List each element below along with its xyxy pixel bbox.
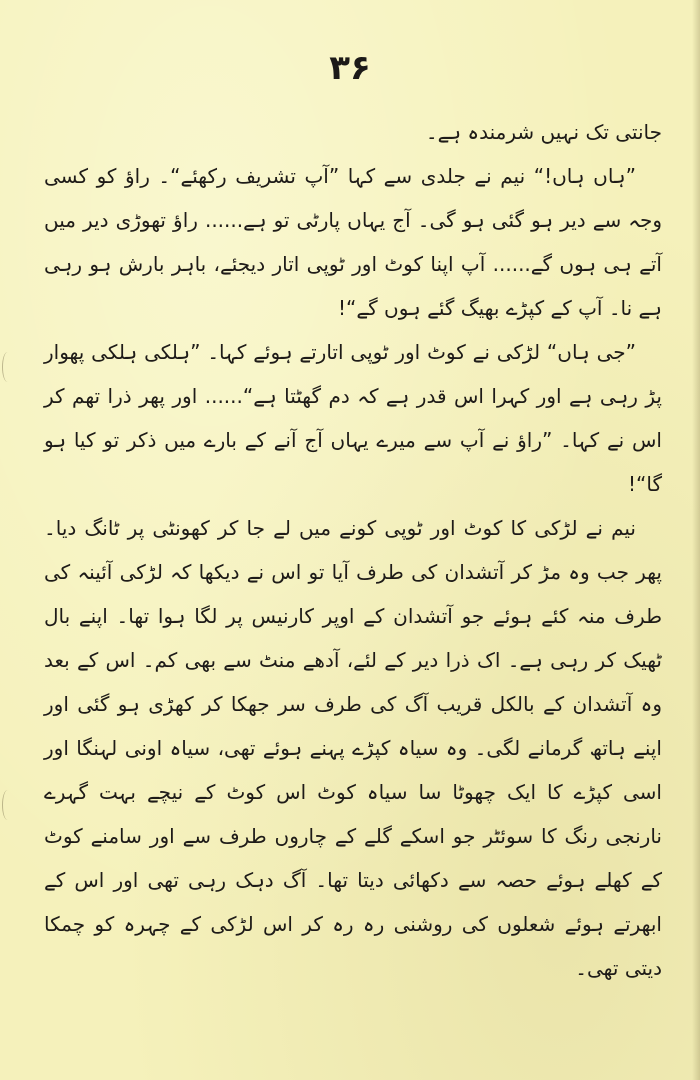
page-body-text [44, 110, 662, 990]
margin-pencil-mark [2, 352, 13, 382]
margin-pencil-mark [2, 790, 13, 820]
paragraph-2: ”ہاں ہاں!“ نیم نے جلدی سے کہا ”آپ تشریف رکھئے“۔ راؤ کو کسی وجہ سے دیر ہو گئی ہو گی۔ آج یہاں پارٹی تو ہے...... راؤ تھوڑی دیر میں آتے ہی ہوں گے...... آپ اپنا کوٹ اور ٹوپی اتار دیجئے، باہر بارش ہو رہی ہے نا۔ آپ کے کپڑے بھیگ گئے ہوں گے“! [44, 164, 662, 320]
paragraph-3: ”جی ہاں“ لڑکی نے کوٹ اور ٹوپی اتارتے ہوئے کہا۔ ”ہلکی ہلکی پھوار پڑ رہی ہے اور کہرا اس قدر ہے کہ دم گھٹتا ہے“...... اور پھر ذرا تھم کر اس نے کہا۔ ”راؤ نے آپ سے میرے یہاں آج آنے کے بارے میں ذکر تو کیا ہو گا“! [44, 340, 662, 496]
paragraph-4: نیم نے لڑکی کا کوٹ اور ٹوپی کونے میں لے جا کر کھونٹی پر ٹانگ دیا۔ پھر جب وہ مڑ کر آتشدان کی طرف آیا تو اس نے دیکھا کہ لڑکی آئینہ کی طرف منہ کئے ہوئے جو آتشدان کے اوپر کارنیس پر لگا ہوا تھا۔ اپنے بال ٹھیک کر رہی ہے۔ اک ذرا دیر کے لئے، آدھے منٹ سے بھی کم۔ اس کے بعد وہ آتشدان کے بالکل قریب آگ کی طرف سر جھکا کر کھڑی ہو گئی اور اپنے ہاتھ گرمانے لگی۔ وہ سیاہ کپڑے پہنے ہوئے تھی، سیاہ اونی لہنگا اور اسی کپڑے کا ایک چھوٹا سا سیاہ کوٹ اس کوٹ کے نیچے بہت گہرے نارنجی رنگ کا سوئٹر جو اسکے گلے کے چاروں طرف سے اور سامنے کوٹ کے کھلے ہوئے حصہ سے دکھائی دیتا تھا۔ آگ دہک رہی تھی اور اس کے ابھرتے ہوئے شعلوں کی روشنی رہ رہ کر اس لڑکی کے چہرہ کو چمکا دیتی تھی۔ [44, 516, 662, 980]
paragraph-1: جانتی تک نہیں شرمندہ ہے۔ [425, 120, 662, 144]
page-edge-shadow [692, 0, 700, 1080]
page-number: ۳۶ [329, 48, 371, 88]
